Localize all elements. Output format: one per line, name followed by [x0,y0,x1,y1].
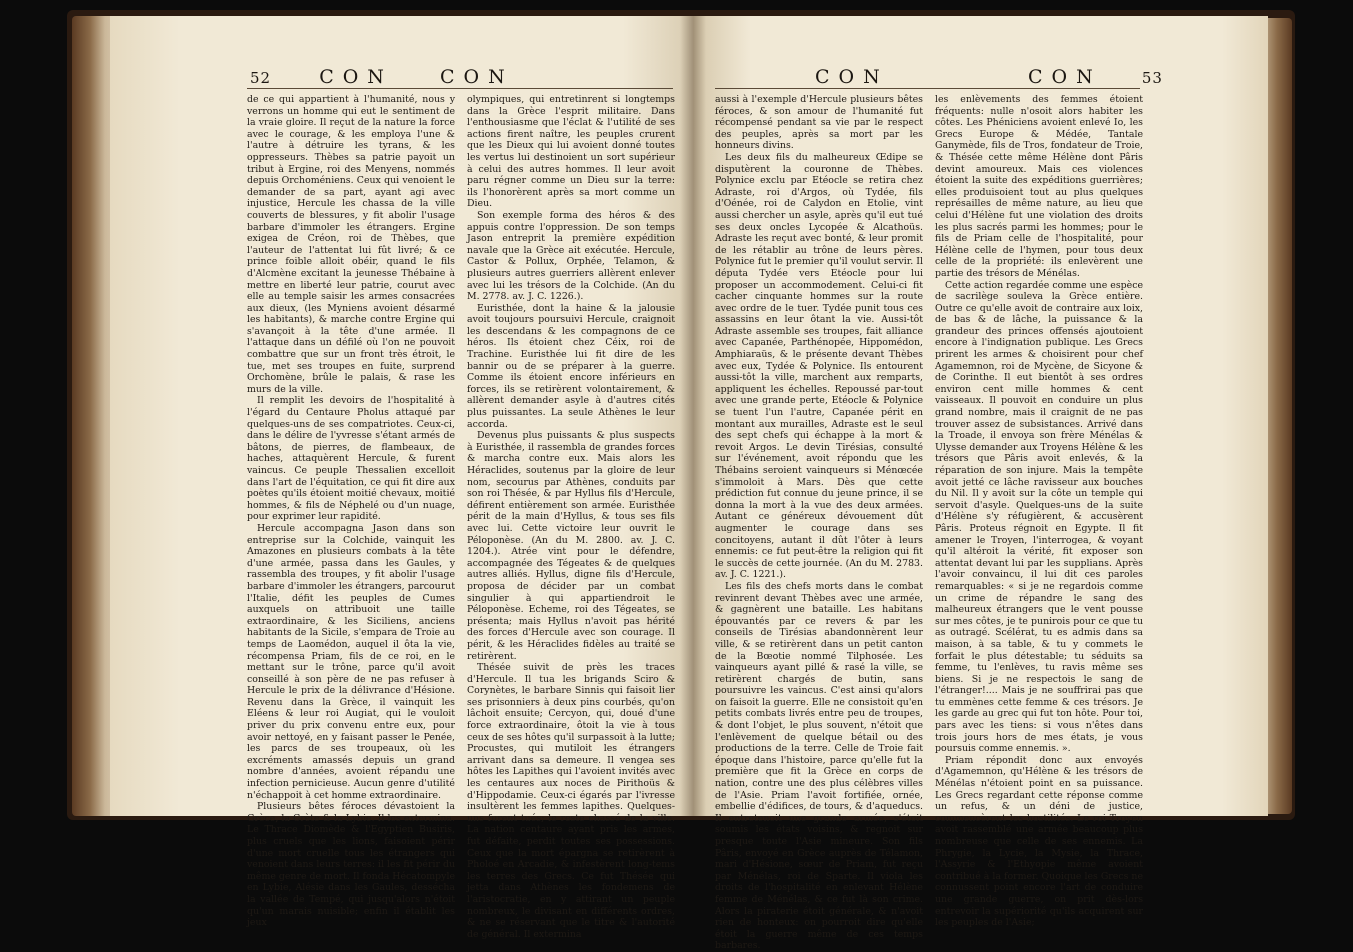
paragraph: de ce qui appartient à l'humanité, nous y verrons un homme qui eut le sentiment de la vraie gloire. Il reçut de la nature la force avec le courage, & les employa l'une & l'autre à détruire les tyrans, & les oppresseurs. Thèbes sa patrie payoit un tribut à Ergine, roi des Menyens, nommés depuis Orchoméniens. Ceux qui venoient le demander de sa part, ayant agi avec injustice, Hercule les chassa de la ville couverts de blessures, y fit abolir l'usage barbare d'immoler les étrangers. Ergine exigea de Créon, roi de Thèbes, que l'auteur de l'attentat lui fût livré; & ce prince foible alloit obéir, quand le fils d'Alcmène excitant la jeunesse Thébaine à mettre en liberté leur patrie, courut avec elle au temple saisir les armes consacrées aux dieux, (les Myniens avoient désarmé les habitants), & marche contre Ergine qui s'avançoit à la tête d'une armée. Il l'attaque dans un défilé où l'on ne pouvoit combattre que sur un front très étroit, le tue, met ses troupes en fuite, surprend Orchomène, brûle le palais, & rase les murs de la ville. [247,94,455,395]
paragraph: Devenus plus puissants & plus suspects à Euristhée, il rassembla de grandes forces & marcha contre eux. Mais alors les Héraclides, soutenus par la gloire de leur nom, secourus par Athènes, conduits par son roi Thésée, & par Hyllus fils d'Hercule, défirent entièrement son armée. Euristhée périt de la main d'Hyllus, & tous ses fils avec lui. Cette victoire leur ouvrit le Péloponèse. (An du M. 2800. av. J. C. 1204.). Atrée vint pour le défendre, accompagnée des Tégeates & de quelques autres alliés. Hyllus, digne fils d'Hercule, proposa de décider par un combat singulier à qui appartiendroit le Péloponèse. Echeme, roi des Tégeates, se présenta; mais Hyllus n'avoit pas hérité des forces d'Hercule avec son courage. Il périt, & les Héraclides fidèles au traité se retirèrent. [467,430,675,662]
paragraph: Les fils des chefs morts dans le combat revinrent devant Thèbes avec une armée, & gagnèrent une bataille. Les habitans épouvantés par ce revers & par les conseils de Tirésias abandonnèrent leur ville, & se retirèrent dans un petit canton de la Bœotie nommé Tilphosée. Les vainqueurs ayant pillé & rasé la ville, se retirèrent chargés de butin, sans poursuivre les vaincus. C'est ainsi qu'alors on faisoit la guerre. Elle ne consistoit qu'en petits combats livrés entre peu de troupes, & dont l'objet, le plus souvent, n'étoit que l'enlèvement de quelque bétail ou des productions de la terre. Celle de Troie fait époque dans l'histoire, parce qu'elle fut la première que fit la Grèce en corps de nation, contre une des plus célèbres villes de l'Asie. Priam l'avoit fortifiée, ornée, embellie d'édifices, de tours, & d'aqueducs. Il entretenoit une grande armée, s'étoit soumis les états voisins, & regnoit sur presque toute l'Asie mineure. Son fils Pâris, envoyé en Grèce auprès de Télamon, mari d'Hésione, sœur de Priam, fut reçu par Ménélas, roi de Sparte. Il viola les droits de l'hospitalité en enlevant Hélène femme de Ménélas, & ce fut là son crime. Alors la piraterie étoit générale, & n'avoit rien de honteux: on pourroit dire qu'elle étoit la guerre même de ces temps barbares. [715,580,923,952]
running-head: CON [440,66,514,88]
page-number: 52 [250,69,272,87]
paragraph: olympiques, qui entretinrent si longtemps dans la Grèce l'esprit militaire. Dans l'enthousiasme que l'éclat & l'utilité de ses actions firent naître, les peuples crurent que les Dieux qui lui avoient donné toutes les vertus lui destinoient un sort supérieur à celui des autres hommes. Il leur avoit paru régner comme un Dieu sur la terre: ils l'honorèrent après sa mort comme un Dieu. [467,94,675,210]
header-rule [247,88,673,89]
paragraph: Priam répondit donc aux envoyés d'Agamemnon, qu'Hélène & les trésors de Ménélas n'étoient point en sa puissance. Les Grecs regardant cette réponse comme un refus, & un déni de justice, commencèrent les hostilités. Le roi Troyen avoit rassemblé une armée beaucoup plus nombreuse que celle de ses ennemis. La Phrygie, la Lycie, la Mysie, la Thrace, l'Assyrie & l'Ethyopie même avoient contribué à la former. Quoique les Grecs ne connussent point encore l'art de conduire une grande guerre, on prit dès-lors entrevoir la supériorité qu'ils acquirent sur les peuples de l'Asie; [935,754,1143,929]
page-number: 53 [1141,69,1163,87]
running-head: CON [815,66,889,88]
text-column [935,94,1143,929]
text-column [467,94,675,940]
left-page [110,16,693,940]
paragraph: Plusieurs bêtes féroces dévastoient la Grèce, la Crète & la Lybie. Il les extermina. Le Thrace Diomède & l'Egyptien Busiris, plus cruels que les lions, faisoient périr d'une mort cruelle tous les étrangers qui venoient dans leurs terres: il les fit périr du même genre de mort. Il fonda Hécatompyle en Lybie, Alésie dans les Gaules, dessécha la vallée de Tempé, qui jusqu'alors n'étoit qu'un marais nuisible; enfin il établit les jeux [247,801,455,929]
paragraph: Cette action regardée comme une espèce de sacrilège souleva la Grèce entière. Outre ce qu'elle avoit de contraire aux loix, de bas & de lâche, la puissance & la grandeur des princes offensés ajoutoient encore à l'indignation publique. Les Grecs prirent les armes & choisirent pour chef Agamemnon, roi de Mycène, de Sicyone & de Corinthe. Il eut bientôt à ses ordres environ cent mille hommes & cent vaisseaux. Il pouvoit en conduire un plus grand nombre, mais il craignit de ne pas trouver assez de subsistances. Arrivé dans la Troade, il envoya son frère Ménélas & Ulysse demander aux Troyens Hélène & les trésors que Pâris avoit enlevés, & la réparation de son injure. Mais la tempête avoit jetté ce lâche ravisseur aux bouches du Nil. Il y avoit sur la côte un temple qui servoit d'asyle. Quelques-uns de la suite d'Hélène s'y réfugièrent, & accusèrent Pâris. Proteus régnoit en Egypte. Il fit amener le Troyen, l'interrogea, & voyant qu'il altéroit la vérité, fit exposer son attentat devant lui par les supplians. Après l'avoir convaincu, il lui dit ces paroles remarquables: « si je ne regardois comme un crime de répandre le sang des malheureux étrangers que le vent pousse sur mes côtes, je te punirois pour ce que tu as outragé. Scélérat, tu es admis dans sa maison, à sa table, & tu y commets le forfait le plus détestable; tu séduits sa femme, tu l'enlèves, tu ravis même ses biens. Si je ne respectois le sang de l'étranger!.... Mais je ne souffrirai pas que tu emmènes cette femme & ces trésors. Je les garde au grec qui fut ton hôte. Pour toi, pars avec les tiens: si vous n'êtes dans trois jours hors de mes états, je vous poursuis comme ennemis. ». [935,279,1143,755]
paragraph: Son exemple forma des héros & des appuis contre l'oppression. De son temps Jason entreprit la première expédition navale que la Grèce ait exécutée. Hercule, Castor & Pollux, Orphée, Telamon, & plusieurs autres guerriers allèrent enlever avec lui les trésors de la Colchide. (An du M. 2778. av. J. C. 1226.). [467,209,675,303]
paragraph: Les deux fils du malheureux Œdipe se disputèrent la couronne de Thèbes. Polynice exclu par Etéocle se retira chez Adraste, roi d'Argos, où Tydée, fils d'Oénée, roi de Calydon en Etolie, vint aussi chercher un asyle, après qu'il eut tué ses deux oncles Lycopée & Alcathoüs. Adraste les reçut avec bonté, & leur promit de les rétablir au trône de leurs pères. Polynice fut le premier qu'il voulut servir. Il députa Tydée vers Etéocle pour lui proposer un accommodement. Celui-ci fit cacher cinquante hommes sur la route avec ordre de le tuer. Tydée punit tous ces assassins en leur ôtant la vie. Aussi-tôt Adraste assemble ses troupes, fait alliance avec Capanée, Parthénopée, Hippomédon, Amphiaraüs, & le présente devant Thèbes avec eux, Tydée & Polynice. Ils entourent aussi-tôt la ville, marchent aux remparts, appliquent les échelles. Repoussé par-tout avec une grande perte, Etéocle & Polynice se tuent l'un l'autre, Capanée périt en montant aux murailles, Adraste est le seul des sept chefs qui échappe à la mort & revoit Argos. Le devin Tirésias, consulté sur l'événement, avoit répondu que les Thébains seroient vainqueurs si Ménœcée s'immoloit à Mars. Dès que cette prédiction fut connue du jeune prince, il se donna la mort à la vue des deux armées. Autant ce généreux dévouement dût augmenter le courage dans ses concitoyens, autant il dût l'ôter à leurs ennemis: ce fut peut-être la religion qui fit le succès de cette journée. (An du M. 2783. av. J. C. 1221.). [715,151,923,581]
paragraph: Thésée suivit de près les traces d'Hercule. Il tua les brigands Sciro & Corynètes, le barbare Sinnis qui faisoit lier ses prisonniers à deux pins courbés, qu'on lâchoit ensuite; Cercyon, qui, doué d'une force extraordinaire, ôtoit la vie à tous ceux de ses hôtes qu'il surpassoit à la lutte; Procustes, qui mutiloit les étrangers arrivant dans sa demeure. Il vengea ses hôtes les Lapithes qui l'avoient invités avec les centaures aux noces de Pirithoüs & d'Hippodamie. Ceux-ci égarés par l'ivresse insultèrent les femmes lapithes. Quelques-uns furent tués; le reste chassé de la ville. La nation centaure ayant pris les armes, fut défaite, perdit toutes ses possessions. Ceux que la mort épargna se retirèrent à Pholoé en Arcadie, & infestèrent long-tems les terres des Grecs. Ce fut Thésée qui jetta dans Athènes les fondemens de l'aristocratie, en y attirant un peuple nombreux, le divisant en différents ordres, & ne se réservant que le titre & l'autorité de général. Il extermina [467,662,675,940]
running-head: CON [1028,66,1102,88]
header-rule [715,88,1140,89]
paragraph: les enlèvements des femmes étoient fréquents: nulle n'osoit alors habiter les côtes. Les Phéniciens avoient enlevé Io, les Grecs Europe & Médée, Tantale Ganymède, fils de Tros, fondateur de Troie, & Thésée cette même Hélène dont Pâris devint amoureux. Mais ces violences étoient la suite des expéditions guerrières; elles produisoient tout au plus quelques représailles de même nature, au lieu que celui d'Hélène fut une violation des droits les plus sacrés parmi les hommes; pour le fils de Priam celle de l'hospitalité, pour Hélène celle de l'hymen, pour tous deux celle de la propriété: ils enlevèrent une partie des trésors de Ménélas. [935,94,1143,279]
right-page [693,16,1268,952]
paragraph: Euristhée, dont la haine & la jalousie avoit toujours poursuivi Hercule, craignoit les descendans & les compagnons de ce héros. Ils étoient chez Céix, roi de Trachine. Euristhée lui fit dire de les bannir ou de se préparer à la guerre. Comme ils étoient encore inférieurs en forces, ils se retirèrent volontairement, & allèrent demander asyle à d'autres cités plus puissantes. La seule Athènes le leur accorda. [467,302,675,430]
paragraph: Hercule accompagna Jason dans son entreprise sur la Colchide, vainquit les Amazones en plusieurs combats à la tête d'une armée, passa dans les Gaules, y rassembla des troupes, y fit abolir l'usage barbare d'immoler les étrangers, parcourut l'Italie, défit les peuples de Cumes auxquels on attribuoit une taille extraordinaire, & les Siciliens, anciens habitants de la Sicile, s'empara de Troie au temps de Laomédon, auquel il ôta la vie, récompensa Priam, fils de ce roi, en le mettant sur le trône, parce qu'il avoit conseillé à son père de ne pas refuser à Hercule le prix de la délivrance d'Hésione. Revenu dans la Grèce, il vainquit les Eléens & leur roi Augiat, qui le vouloit priver du prix convenu entre eux, pour avoir nettoyé, en y faisant passer le Penée, les parcs de ses troupeaux, où les excréments amassés depuis un grand nombre d'années, avoient répandu une infection pernicieuse. Aucun genre d'utilité n'échappoit à cet homme extraordinaire. [247,522,455,801]
text-column [715,94,923,952]
book-gutter [680,16,706,816]
paragraph: Il remplit les devoirs de l'hospitalité à l'égard du Centaure Pholus attaqué par quelques-uns de ses compatriotes. Ceux-ci, dans le délire de l'yvresse s'étant armés de bâtons, de pierres, de flambeaux, de haches, attaquèrent Hercule, & furent vaincus. Ce peuple Thessalien excelloit dans l'art de l'équitation, ce qui fit dire aux poètes qu'ils étoient moitié chevaux, moitié hommes, & fils de Néphelé ou d'un nuage, pour exprimer leur rapidité. [247,395,455,523]
paragraph: aussi à l'exemple d'Hercule plusieurs bêtes féroces, & son amour de l'humanité fut récompensé pendant sa vie par le respect des peuples, après sa mort par les honneurs divins. [715,94,923,152]
text-column [247,94,455,929]
running-head: CON [319,66,393,88]
